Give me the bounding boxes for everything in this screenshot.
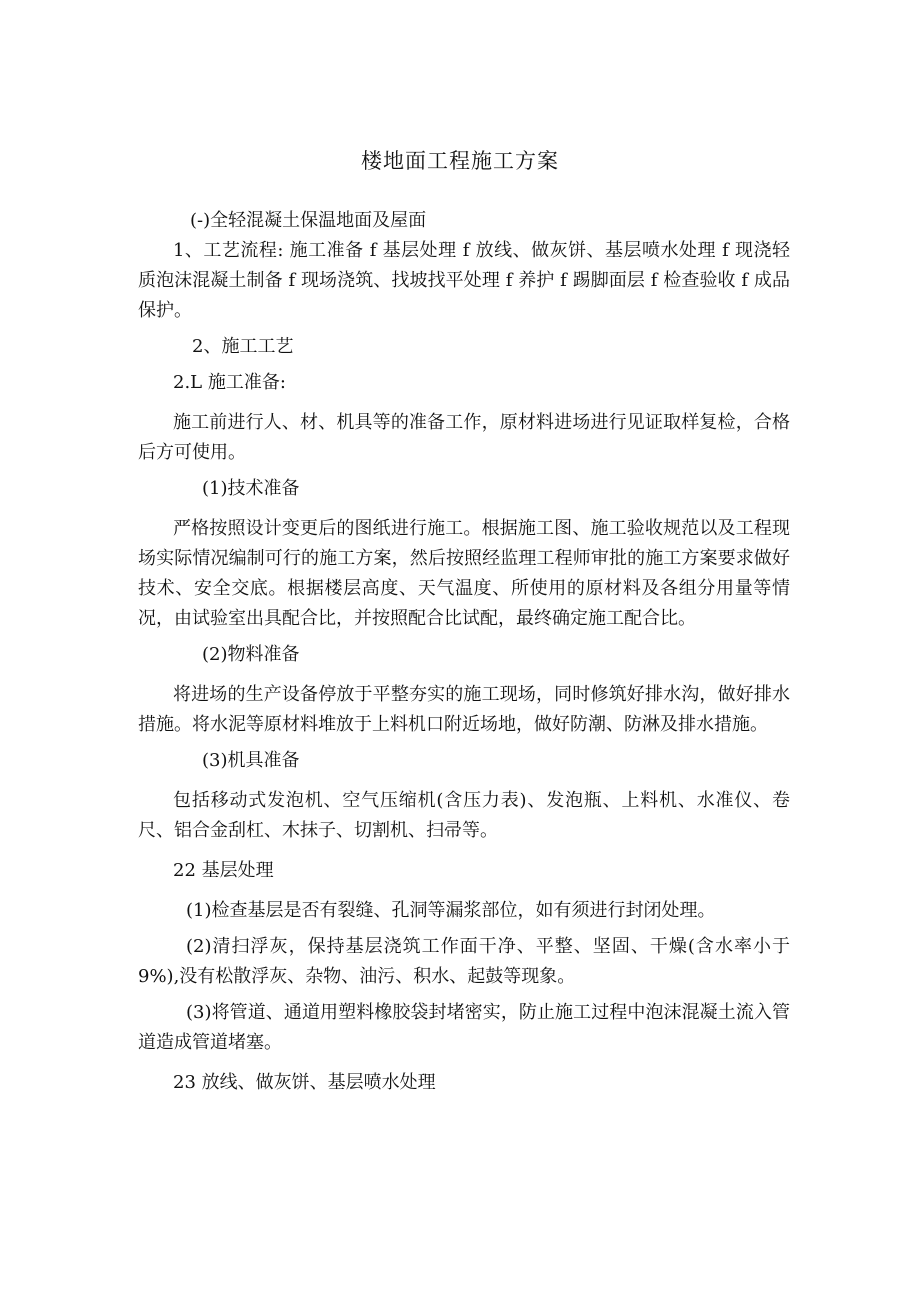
section-heading-1: (-)全轻混凝土保温地面及屋面	[190, 210, 427, 231]
subheading-layout-marking: 23 放线、做灰饼、基层喷水处理	[173, 1072, 436, 1093]
document-body	[138, 206, 790, 1098]
technical-preparation-paragraph: 严格按照设计变更后的图纸进行施工。根据施工图、施工验收规范以及工程现场实际情况编制可行的施工方案，然后按照经监理工程师审批的施工方案要求做好技术、安全交底。根据楼层高度、天气温度、所使用的原材料及各组分用量等情况，由试验室出具配合比，并按照配合比试配，最终确定施工配合比。	[138, 518, 790, 629]
preparation-paragraph: 施工前进行人、材、机具等的准备工作，原材料进场进行见证取样复检，合格后方可使用。	[138, 412, 790, 463]
subheading-base-treatment: 22 基层处理	[173, 860, 274, 881]
material-preparation-paragraph: 将进场的生产设备停放于平整夯实的施工现场，同时修筑好排水沟，做好排水措施。将水泥等原材料堆放于上料机口附近场地，做好防潮、防淋及排水措施。	[138, 684, 790, 735]
subheading-construction-process: 2、施工工艺	[192, 336, 294, 357]
subheading-material-preparation: (2)物料准备	[202, 644, 300, 665]
base-treatment-item-2: (2)清扫浮灰，保持基层浇筑工作面干净、平整、坚固、干燥(含水率小于 9%),没有松散浮灰、杂物、油污、积水、起鼓等现象。	[138, 936, 790, 987]
subheading-equipment-preparation: (3)机具准备	[202, 750, 300, 771]
base-treatment-item-1: (1)检查基层是否有裂缝、孔洞等漏浆部位，如有须进行封闭处理。	[186, 900, 716, 921]
document-title: 楼地面工程施工方案	[361, 149, 559, 173]
subheading-preparation: 2.L 施工准备:	[173, 372, 286, 393]
base-treatment-item-3: (3)将管道、通道用塑料橡胶袋封堵密实，防止施工过程中泡沫混凝土流入管道造成管道堵塞。	[138, 1002, 790, 1053]
process-flow-paragraph: 1、工艺流程: 施工准备 f 基层处理 f 放线、做灰饼、基层喷水处理 f 现浇轻质泡沫混凝土制备 f 现场浇筑、找坡找平处理 f 养护 f 踢脚面层 f 检查验收 f 成品保护。	[138, 240, 790, 321]
subheading-technical-preparation: (1)技术准备	[202, 478, 300, 499]
equipment-preparation-paragraph: 包括移动式发泡机、空气压缩机(含压力表)、发泡瓶、上料机、水准仪、卷尺、铝合金刮杠、木抹子、切割机、扫帚等。	[138, 790, 790, 841]
